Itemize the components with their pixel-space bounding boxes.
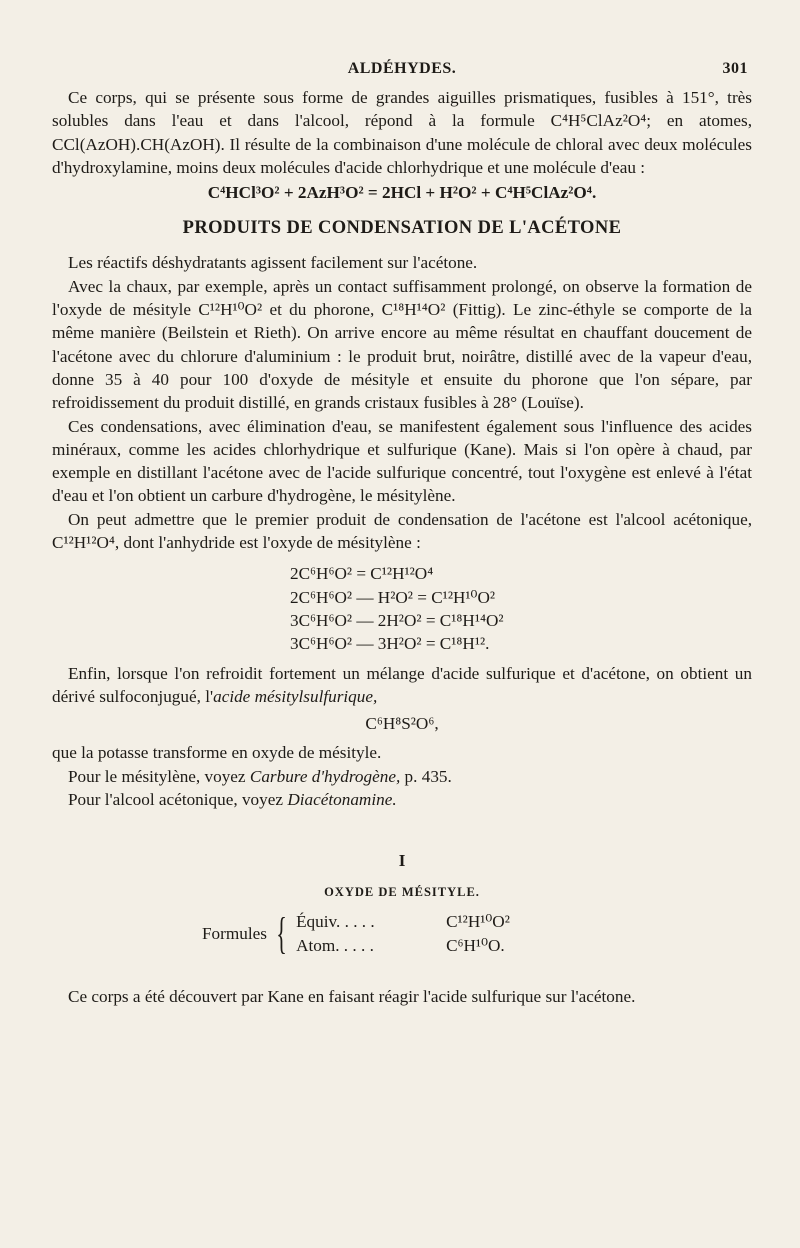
paragraph-mesitylene-ref [52,765,752,788]
formulae-rows [296,910,510,957]
brace-icon: { [276,908,287,958]
formulae-block [52,910,752,957]
paragraph-enfin-text: Enfin, lorsque l'on refroidit fortement un mélange d'acide sulfurique et d'acétone, on obtient un dérivé sulfoconjugué, l' [52,663,752,706]
formula-key: Équiv. . . . . [296,912,375,932]
paragraph-chaux: Avec la chaux, par exemple, après un contact suffisamment prolongé, on observe la formation de l'oxyde de mésityle C¹²H¹⁰O² et du phorone, C¹⁸H¹⁴O² (Fittig). Le zinc-éthyle se comporte de la même manière (Beilstein et Rieth). On arrive encore au même résultat en chauffant doucement de l'acétone avec du chlorure d'aluminium : le produit brut, noirâtre, distillé avec de la vapeur d'eau, donne 35 à 40 pour 100 d'oxyde de mésityle et ensuite du phorone que l'on sépare, par refroidissement du produit distillé, en grands cristaux fusibles à 28° (Louïse). [52,276,752,413]
running-title: ALDÉHYDES. [347,60,457,77]
section-number: I [398,851,406,871]
formula-row [296,910,510,933]
paragraph-alcool-acetonique: On peut admettre que le premier produit de condensation de l'acétone est l'alcool acétonique, C¹²H¹²O⁴, dont l'anhydride est l'oxyde de mésitylène : [52,509,752,553]
paragraph-alcool-ref [52,788,752,811]
formula-sulfo: C⁶H⁸S²O⁶, [365,714,439,734]
paragraph-chloral: Ce corps, qui se présente sous forme de grandes aiguilles prismatiques, fusibles à 151°, très solubles dans l'eau et dans l'alcool, répond à la formule C⁴H⁵ClAz²O⁴; en atomes, CCl(AzOH).CH(AzOH). Il résulte de la combinaison d'une molécule de chloral avec deux molécules d'hydroxylamine, moins deux molécules d'acide chlorhydrique et une molécule d'eau : [52,88,752,177]
formula-value: C¹²H¹⁰O² [446,912,510,932]
ref-text: Pour l'alcool acétonique, voyez [68,790,288,810]
formula-row [296,934,510,957]
page-header [52,60,752,86]
ref-italic: Diacétonamine. [287,790,397,810]
formula-value: C⁶H¹⁰O. [446,935,505,955]
italic-acide-mesitylsulfurique: acide mésitylsulfurique, [213,686,378,706]
page-number: 301 [722,60,748,77]
ref-text: Pour le mésitylène, voyez [68,766,250,786]
ref-italic: Carbure d'hydrogène, [249,766,401,786]
book-page [52,60,752,1008]
subsection-title: OXYDE DE MÉSITYLE. [324,885,480,900]
ref-page: p. 435. [400,766,452,786]
equation-line: 3C⁶H⁶O² — 3H²O² = C¹⁸H¹². [290,634,490,654]
paragraph-reactifs: Les réactifs déshydratants agissent facilement sur l'acétone. [68,253,478,273]
formulae-label: Formules [202,923,267,943]
paragraph-kane: Ce corps a été découvert par Kane en faisant réagir l'acide sulfurique sur l'acétone. [68,986,636,1006]
equation-line: 2C⁶H⁶O² = C¹²H¹²O⁴ [290,564,434,584]
equation-line: 2C⁶H⁶O² — H²O² = C¹²H¹⁰O² [290,587,496,607]
paragraph-enfin [52,662,752,709]
paragraph-condensations: Ces condensations, avec élimination d'eau, se manifestent également sous l'influence des acides minéraux, comme les acides chlorhydrique et sulfurique (Kane). Mais si l'on opère à chaud, par exemple en distillant l'acétone avec de l'acide sulfurique concentré, tout l'oxygène est enlevé à l'état d'eau et l'on obtient un carbure d'hydrogène, le mésitylène. [52,416,752,506]
equation-chloral: C⁴HCl³O² + 2AzH³O² = 2HCl + H²O² + C⁴H⁵ClAz²O⁴. [207,183,597,203]
formula-key: Atom. . . . . [296,935,374,955]
paragraph-potasse: que la potasse transforme en oxyde de mésityle. [52,743,382,763]
section-title: PRODUITS DE CONDENSATION DE L'ACÉTONE [182,218,622,239]
equation-block [52,562,752,655]
equation-line: 3C⁶H⁶O² — 2H²O² = C¹⁸H¹⁴O² [290,610,504,630]
